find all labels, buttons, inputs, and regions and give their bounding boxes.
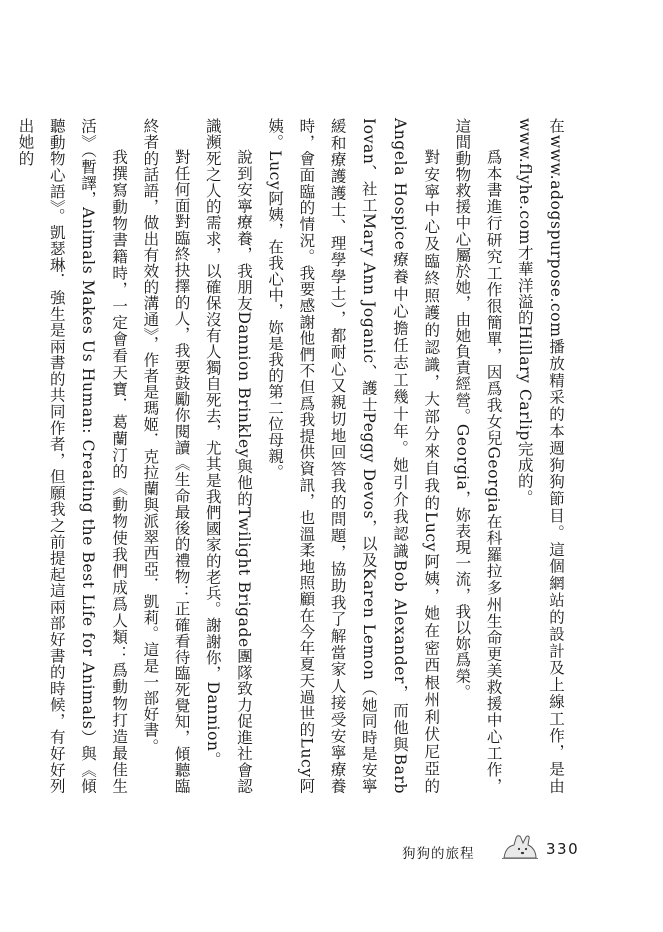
paragraph: 對安寧中心及臨終照護的認識，大部分來自我的Lucy阿姨，她在密西根州利伏尼亞的Angela Hospice療養中心擔任志工幾十年。她引介我認識Bob Alexander，而他與Barb Iovan、社工Mary Ann Joganic、護士Peggy Devos，以及Karen Lemon（她同時是安寧緩和療護護士、理學學士），都耐心又親切地回答我的問題，協助我了解當家人接受安寧療養時，會面臨的情況。我要感謝他們不但爲我提供資訊，也溫柔地照顧在今年夏天過世的Lucy阿姨。Lucy阿姨，在我心中，妳是我的第二位母親。	[266, 118, 441, 794]
paragraph: 說到安寧療養，我朋友Dannion Brinkley與他的Twilight Brigade團隊致力促進社會認識瀕死之人的需求，以確保沒有人獨自死去，尤其是我們國家的老兵。謝謝你，Dannion。	[203, 118, 253, 794]
paragraph: 對任何面對臨終抉擇的人，我要鼓勵你閱讀《生命最後的禮物：正確看待臨死覺知，傾聽臨終者的話語，做出有效的溝通》，作者是瑪姬．克拉蘭與派翠西亞．凱莉。這是一部好書。	[141, 118, 191, 794]
body-text	[16, 118, 571, 794]
paragraph: 爲本書進行研究工作很簡單，因爲我女兒Georgia在科羅拉多州生命更美救援中心工作，這間動物救援中心屬於她，由她負責經營。Georgia，妳表現一流，我以妳爲榮。	[453, 118, 503, 794]
dog-icon	[500, 828, 540, 862]
page-number: 330	[546, 840, 580, 858]
page-footer	[0, 836, 663, 866]
paragraph: 在www.adogspurpose.com播放精采的本週狗狗節目。這個網站的設計及上線工作，是由www.flyhe.com才華洋溢的Hillary Carlip完成的。	[515, 118, 565, 794]
running-title: 狗狗的旅程	[402, 846, 475, 862]
paragraph: 我撰寫動物書籍時，一定會看天寶．葛蘭汀的《動物使我們成爲人類：爲動物打造最佳生活》（暫譯，Animals Makes Us Human: Creating the Best Life for Animals）與《傾聽動物心語》。凱瑟琳．強生是兩書的共同作者，但願我之前提起這兩部好書的時候，有好好列出她的	[16, 118, 129, 794]
